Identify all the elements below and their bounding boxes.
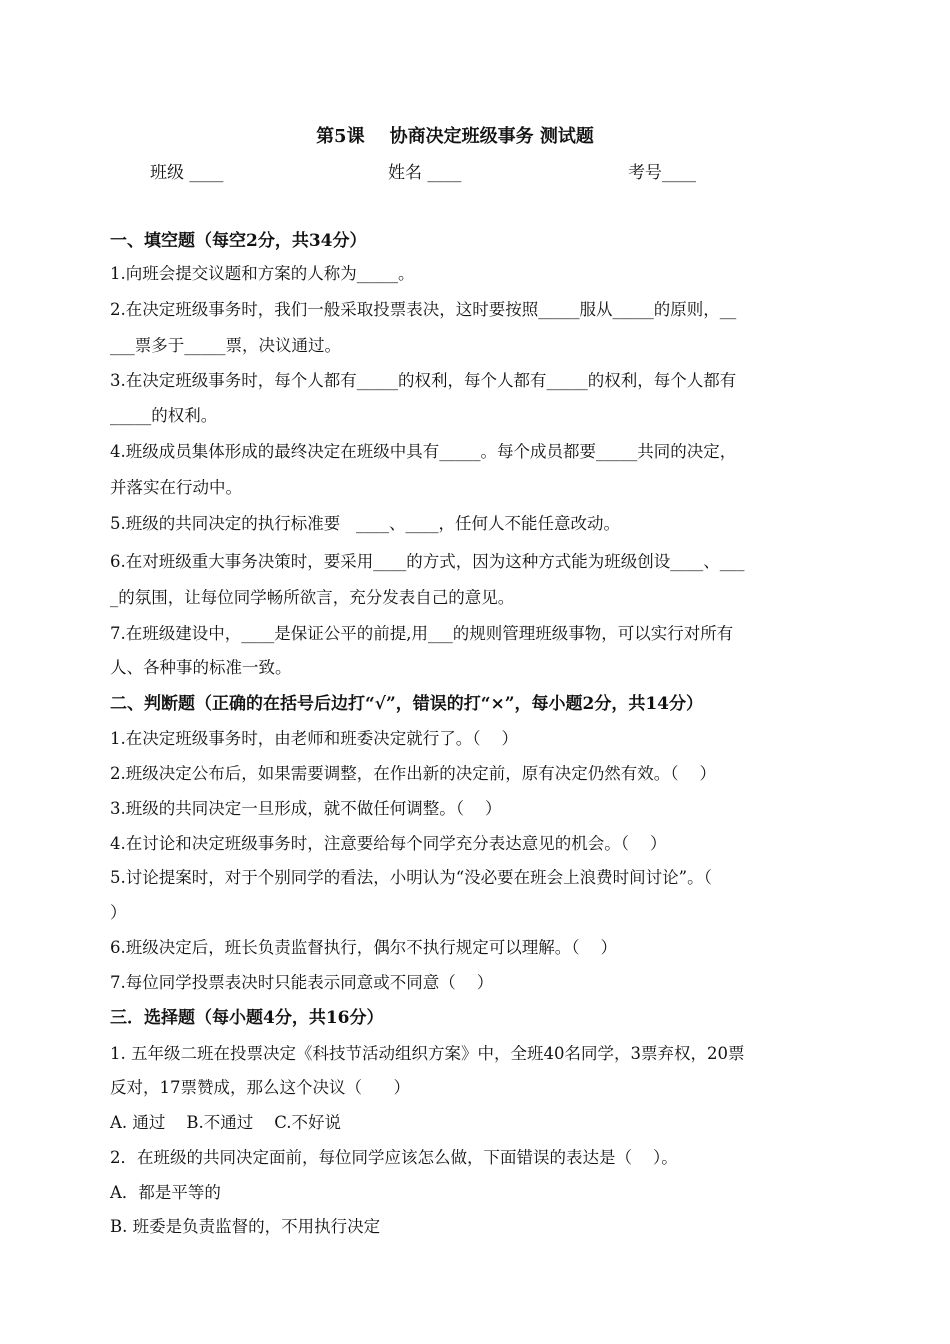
section-heading-multiple-choice: 三．选择题（每小题4分，共16分）	[110, 1008, 384, 1028]
question-line: 1.向班会提交议题和方案的人称为_____。	[110, 264, 415, 283]
question-line: 4.班级成员集体形成的最终决定在班级中具有_____。每个成员都要_____共同的决定，	[110, 442, 737, 461]
question-line: 5.班级的共同决定的执行标准要 ____、____，任何人不能任意改动。	[110, 514, 620, 533]
question-line: 2.在决定班级事务时，我们一般采取投票表决，这时要按照_____服从_____的原则，__	[110, 300, 737, 319]
answer-option: A．都是平等的	[110, 1183, 221, 1202]
question-line: 6.在对班级重大事务决策时，要采用____的方式，因为这种方式能为班级创设____、___	[110, 552, 745, 571]
name-field: 姓名 ____	[388, 163, 462, 183]
question-line: 1. 五年级二班在投票决定《科技节活动组织方案》中，全班40名同学，3票弃权，20票	[110, 1044, 745, 1063]
number-field: 考号____	[628, 163, 696, 183]
question-line: 6.班级决定后，班长负责监督执行，偶尔不执行规定可以理解。（ ）	[110, 938, 617, 957]
question-line: 人、各种事的标准一致。	[110, 658, 292, 677]
question-line: ）	[110, 903, 127, 922]
question-line: _的氛围，让每位同学畅所欲言，充分发表自己的意见。	[110, 588, 515, 607]
section-heading-fill-blank: 一、填空题（每空2分，共34分）	[110, 231, 367, 251]
section-heading-true-false: 二、判断题（正确的在括号后边打“√”，错误的打“×”，每小题2分，共14分）	[110, 694, 704, 714]
question-line: ___票多于_____票，决议通过。	[110, 336, 341, 355]
answer-option: B. 班委是负责监督的，不用执行决定	[110, 1217, 381, 1236]
question-line: 7.在班级建设中，____是保证公平的前提,用___的规则管理班级事物，可以实行对所有	[110, 624, 734, 643]
question-line: 3.班级的共同决定一旦形成，就不做任何调整。（ ）	[110, 799, 502, 818]
question-line: 7.每位同学投票表决时只能表示同意或不同意（ ）	[110, 973, 494, 992]
question-line: 并落实在行动中。	[110, 478, 242, 497]
class-field: 班级 ____	[150, 163, 224, 183]
question-line: 4.在讨论和决定班级事务时，注意要给每个同学充分表达意见的机会。（ ）	[110, 834, 667, 853]
answer-options: A. 通过 B.不通过 C.不好说	[110, 1113, 342, 1132]
question-line: 2.班级决定公布后，如果需要调整，在作出新的决定前，原有决定仍然有效。（ ）	[110, 764, 716, 783]
question-line: _____的权利。	[110, 406, 218, 425]
question-line: 反对，17票赞成，那么这个决议（ ）	[110, 1078, 410, 1097]
question-line: 1.在决定班级事务时，由老师和班委决定就行了。（ ）	[110, 729, 518, 748]
question-line: 5.讨论提案时，对于个别同学的看法，小明认为“没必要在班会上浪费时间讨论”。（	[110, 868, 712, 887]
question-line: 2．在班级的共同决定面前，每位同学应该怎么做，下面错误的表达是（ ）。	[110, 1148, 678, 1167]
page-title: 第5课 协商决定班级事务 测试题	[316, 126, 594, 147]
question-line: 3.在决定班级事务时，每个人都有_____的权利，每个人都有_____的权利，每个人都有	[110, 371, 737, 390]
